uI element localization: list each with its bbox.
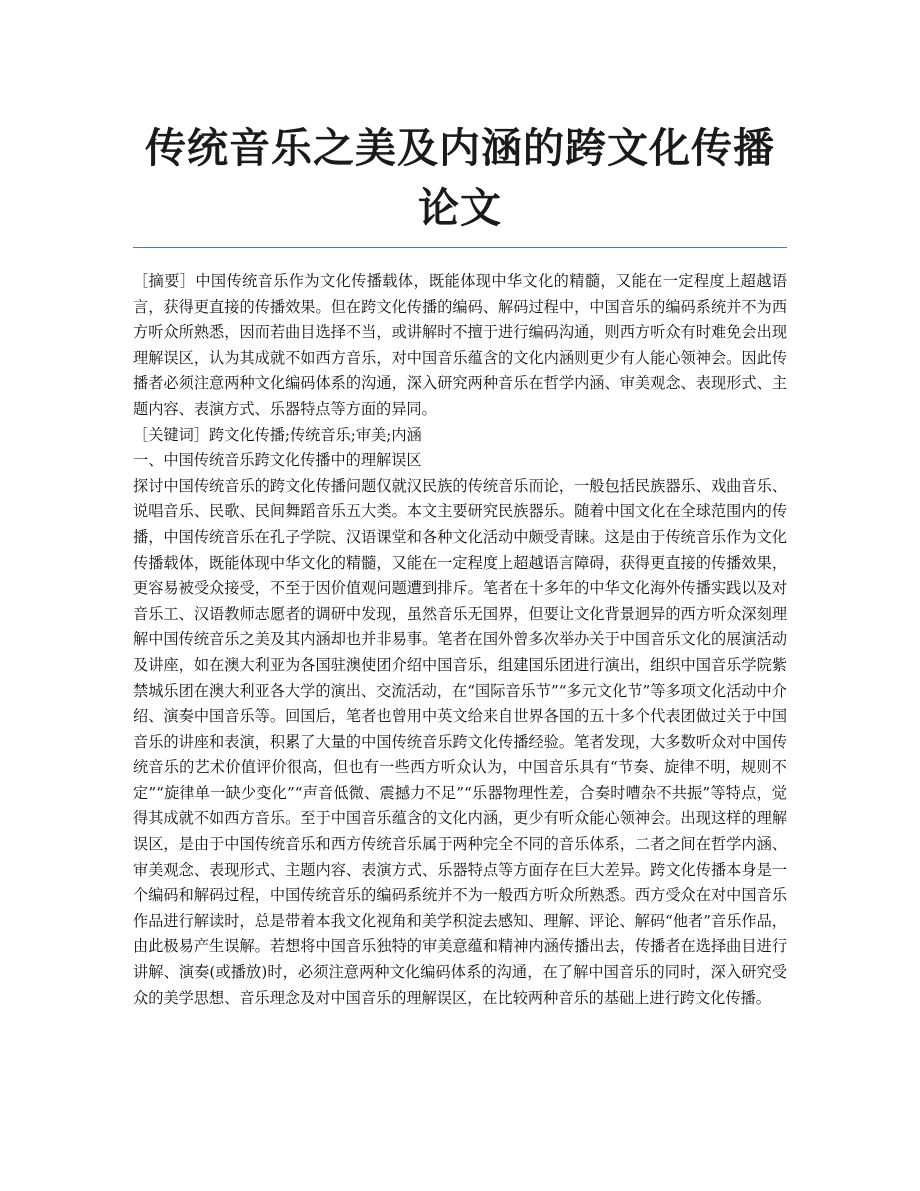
section-paragraph: 探讨中国传统音乐的跨文化传播问题仅就汉民族的传统音乐而论，一般包括民族器乐、戏曲音乐、说唱音乐、民歌、民间舞蹈音乐五大类。本文主要研究民族器乐。随着中国文化在全球范围内的传播，中国传统音乐在孔子学院、汉语课堂和各种文化活动中颇受青睐。这是由于传统音乐作为文化传播载体，既能体现中华文化的精髓，又能在一定程度上超越语言障碍，获得更直接的传播效果，更容易被受众接受，不至于因价值观问题遭到排斥。笔者在十多年的中华文化海外传播实践以及对音乐工、汉语教师志愿者的调研中发现，虽然音乐无国界，但要让文化背景迥异的西方听众深刻理解中国传统音乐之美及其内涵却也并非易事。笔者在国外曾多次举办关于中国音乐文化的展演活动及讲座，如在澳大利亚为各国驻澳使团介绍中国音乐，组建国乐团进行演出，组织中国音乐学院紫禁城乐团在澳大利亚各大学的演出、交流活动，在“国际音乐节”“多元文化节”等多项文化活动中介绍、演奏中国音乐等。回国后，笔者也曾用中英文给来自世界各国的五十多个代表团做过关于中国音乐的讲座和表演，积累了大量的中国传统音乐跨文化传播经验。笔者发现，大多数听众对中国传统音乐的艺术价值评价很高，但也有一些西方听众认为，中国音乐具有“节奏、旋律不明，规则不定”“旋律单一缺少变化”“声音低微、震撼力不足”“乐器物理性差，合奏时嘈杂不共振”等特点，觉得其成就不如西方音乐。至于中国音乐蕴含的文化内涵，更少有听众能心领神会。出现这样的理解误区，是由于中国传统音乐和西方传统音乐属于两种完全不同的音乐体系，二者之间在哲学内涵、审美观念、表现形式、主题内容、表演方式、乐器特点等方面存在巨大差异。跨文化传播本身是一个编码和解码过程，中国传统音乐的编码系统并不为一般西方听众所熟悉。西方受众在对中国音乐作品进行解读时，总是带着本我文化视角和美学积淀去感知、理解、评论、解码“他者”音乐作品，由此极易产生误解。若想将中国音乐独特的审美意蕴和精神内涵传播出去，传播者在选择曲目进行讲解、演奏(或播放)时，必须注意两种文化编码体系的沟通，在了解中国音乐的同时，深入研究受众的美学思想、音乐理念及对中国音乐的理解误区，在比较两种音乐的基础上进行跨文化传播。 (133, 476, 787, 1007)
document-body (133, 269, 787, 1011)
document-title: 传统音乐之美及内涵的跨文化传播论文 (145, 124, 775, 232)
section-heading: 一、中国传统音乐跨文化传播中的理解误区 (133, 451, 422, 470)
document-page (133, 0, 787, 1011)
abstract-paragraph: ［摘要］中国传统音乐作为文化传播载体，既能体现中华文化的精髓，又能在一定程度上超越语言，获得更直接的传播效果。但在跨文化传播的编码、解码过程中，中国音乐的编码系统并不为西方听众所熟悉，因而若曲目选择不当，或讲解时不擅于进行编码沟通，则西方听众有时难免会出现理解误区，认为其成就不如西方音乐，对中国音乐蕴含的文化内涵则更少有人能心领神会。因此传播者必须注意两种文化编码体系的沟通，深入研究两种音乐在哲学内涵、审美观念、表现形式、主题内容、表演方式、乐器特点等方面的异同。 (133, 272, 787, 418)
title-divider (133, 247, 787, 248)
keywords-line: ［关键词］跨文化传播;传统音乐;审美;内涵 (133, 425, 422, 444)
